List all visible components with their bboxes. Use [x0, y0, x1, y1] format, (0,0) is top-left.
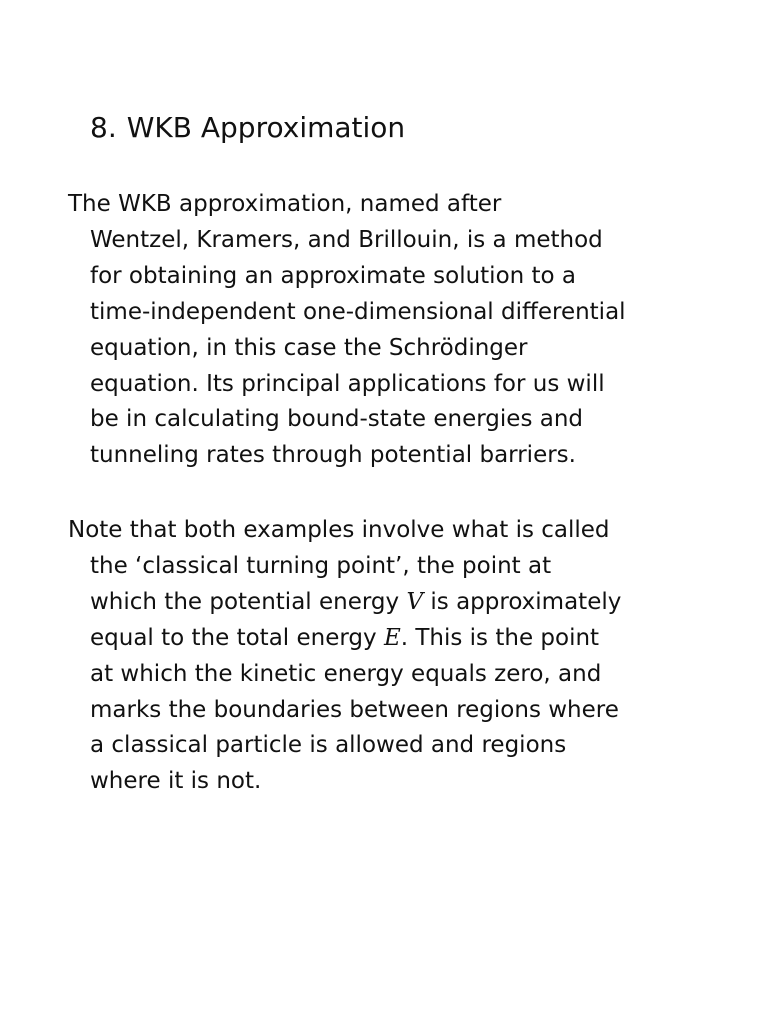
paragraph-line: the ‘classical turning point’, the point at [90, 552, 552, 579]
paragraph-line: Note that both examples involve what is called [68, 517, 610, 543]
line-text: is approximately [423, 588, 622, 615]
line-text: . This is the point [400, 624, 600, 651]
section-title: WKB Approximation [126, 111, 406, 144]
total-energy-symbol: E [383, 624, 401, 651]
paragraph-turning-point [68, 513, 748, 800]
paragraph-line: a classical particle is allowed and regions [90, 732, 567, 759]
paragraph-line: be in calculating bound-state energies and [90, 406, 584, 433]
line-text: equal to the total energy [90, 624, 384, 651]
paragraph-line: marks the boundaries between regions where [90, 696, 619, 723]
line-text: which the potential energy [90, 588, 407, 615]
potential-energy-symbol: V [406, 588, 424, 615]
paragraph-line: at which the kinetic energy equals zero, and [90, 660, 602, 687]
paragraph-line: tunneling rates through potential barriers. [90, 442, 576, 469]
section-number: 8. [90, 111, 117, 144]
paragraph-line: Wentzel, Kramers, and Brillouin, is a method [90, 226, 603, 253]
paragraph-line: equation. Its principal applications for us will [90, 370, 605, 397]
paragraph-intro [68, 187, 748, 474]
paragraph-line: equation, in this case the Schrödinger [90, 334, 528, 361]
paragraph-line [68, 585, 748, 621]
section-heading [90, 110, 405, 146]
paragraph-line [68, 621, 748, 657]
paragraph-line: where it is not. [90, 768, 262, 795]
paragraph-line: time-independent one-dimensional differential [90, 298, 626, 325]
paragraph-line: for obtaining an approximate solution to a [90, 262, 577, 289]
paragraph-line: The WKB approximation, named after [68, 191, 502, 217]
